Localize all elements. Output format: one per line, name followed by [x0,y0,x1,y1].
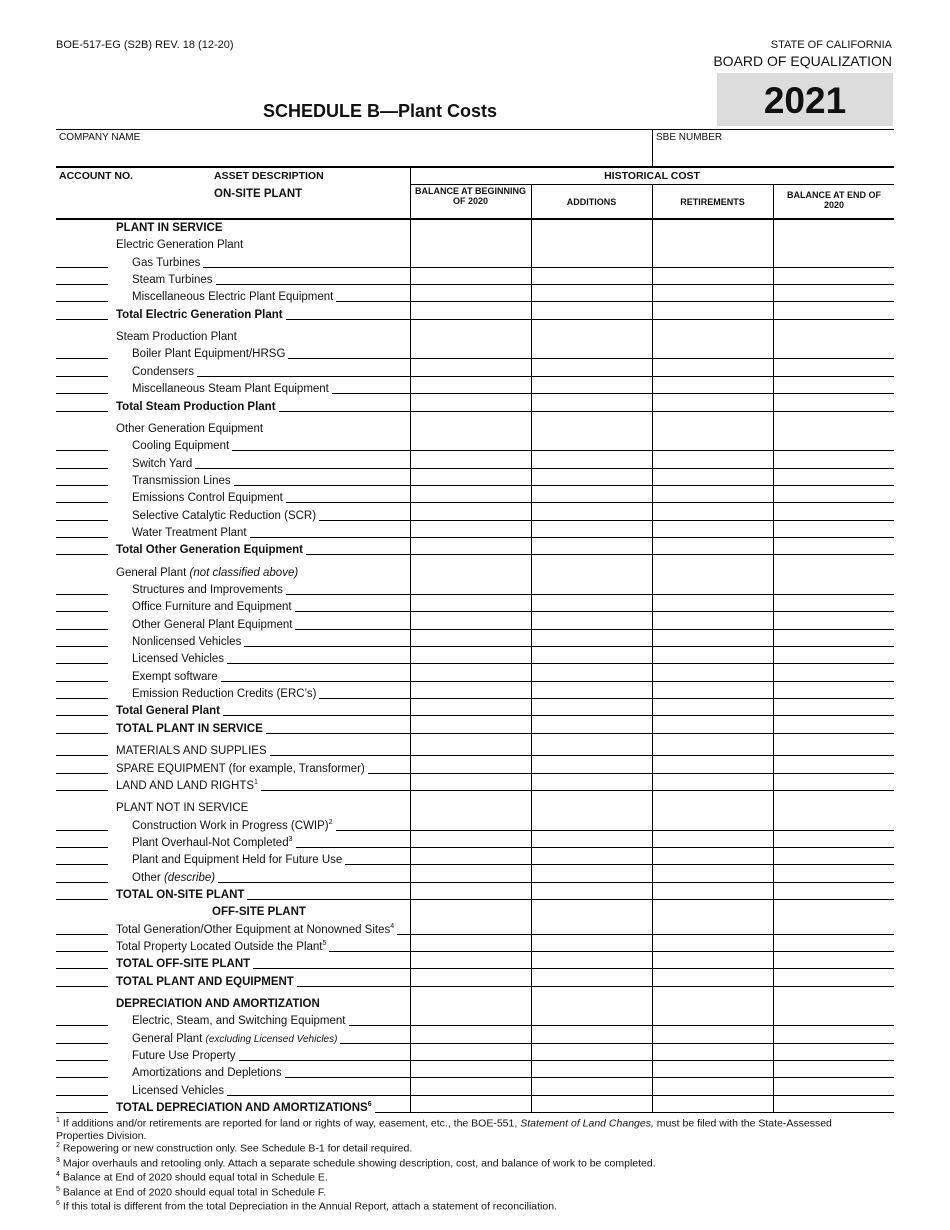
table-row [0,720,950,737]
row-label-text: Condensers [132,365,195,378]
account-no-field[interactable] [56,951,108,952]
amount-cells[interactable] [410,502,894,503]
account-no-field[interactable] [56,537,108,538]
amount-cells[interactable] [410,520,894,521]
table-row [0,524,950,541]
row-label-text: Structures and Improvements [132,584,283,596]
row-label-text: Other Generation Equipment [116,422,264,435]
amount-cells[interactable] [410,1095,894,1096]
row-label-text: Electric, Steam, and Switching Equipment [132,1015,346,1028]
footnote-text: If this total is different from the total Depreciation in the Annual Report, attach a statement of reconciliation. [62,1200,557,1213]
table-row [0,777,950,794]
row-label-text: Other [132,871,164,884]
row-label-text: Total Property Located Outside the Plant [116,941,323,953]
row-label [116,567,301,579]
year: 2021 [763,80,847,121]
row-label-italic: (describe) [163,871,216,884]
table-row [0,271,950,288]
historical-cost-header: HISTORICAL COST [604,170,700,182]
row-label [132,854,345,866]
row-label-italic: (not classified above) [189,566,299,579]
row-label [132,440,232,452]
account-no-field[interactable] [56,1112,108,1113]
row-label-text: Total Electric Generation Plant [116,308,283,321]
row-label-text: Amortizations and Depletions [132,1067,282,1080]
row-label [116,940,329,953]
amount-cells[interactable] [410,698,894,699]
amount-cells[interactable] [410,864,894,865]
account-no-field[interactable] [56,319,108,320]
amount-cells[interactable] [410,951,894,952]
account-no-field[interactable] [56,715,108,716]
row-label [116,705,223,717]
row-label [132,836,296,849]
table-row [0,437,950,454]
footnote-ref: 2 [328,818,333,826]
table-row [0,489,950,506]
row-label [116,889,247,901]
row-label-text: Switch Yard [132,457,193,470]
sbe-number-field[interactable] [656,142,892,166]
table-row [0,581,950,598]
account-no-field[interactable] [56,755,108,756]
table-row [0,650,950,667]
footnote [56,1198,876,1213]
table-row [0,254,950,271]
row-label [116,998,323,1010]
table-row [0,921,950,938]
table-row [0,973,950,990]
table-row [0,472,950,489]
row-label-text: TOTAL DEPRECIATION AND AMORTIZATIONS [116,1102,368,1115]
row-label [116,745,270,757]
row-label [132,274,216,286]
table-row [0,668,950,685]
account-no-field[interactable] [56,594,108,595]
row-label [116,723,266,735]
footnote-text: If additions and/or retirements are reported for land or rights of way, easement, etc., the BOE-551, [62,1117,521,1130]
amount-cells[interactable] [410,755,894,756]
account-no-field[interactable] [56,986,108,987]
company-name-field[interactable] [56,142,652,166]
table-row [0,236,950,253]
row-label [132,688,319,700]
row-label [116,923,397,936]
row-label-text: PLANT NOT IN SERVICE [116,802,249,815]
row-label-text: Office Furniture and Equipment [132,601,292,614]
amount-cells[interactable] [410,681,894,682]
amount-cells[interactable] [410,554,894,555]
account-no-field[interactable] [56,1095,108,1096]
row-label-text: Steam Production Plant [116,331,237,344]
asset-description-header: ASSET DESCRIPTION [214,170,324,182]
amount-cells[interactable] [410,1025,894,1026]
row-label-text: Transmission Lines [132,474,231,487]
footnote-ref: 5 [322,940,327,948]
row-label [116,309,286,321]
row-label [116,423,266,435]
footnote [56,1115,876,1142]
table-row [0,799,950,816]
account-no-field[interactable] [56,554,108,555]
amount-cells[interactable] [410,733,894,734]
row-label-text: Nonlicensed Vehicles [132,636,242,649]
account-no-field[interactable] [56,733,108,734]
account-no-field[interactable] [56,1043,108,1044]
account-no-field[interactable] [56,393,108,394]
table-row [0,685,950,702]
balance-end-header: BALANCE AT END OF 2020 [787,190,881,210]
account-no-field[interactable] [56,611,108,612]
amount-cells[interactable] [410,376,894,377]
row-label-text: Licensed Vehicles [132,1084,225,1097]
row-label [116,544,306,556]
account-no-field[interactable] [56,934,108,935]
footnote [56,1140,876,1155]
table-row [0,564,950,581]
row-label [132,653,227,665]
table-row [0,760,950,777]
row-label-text: Electric Generation Plant [116,239,244,252]
row-label [116,239,246,251]
account-no-field[interactable] [56,773,108,774]
table-row [0,834,950,851]
amount-cells[interactable] [410,284,894,285]
account-no-field[interactable] [56,376,108,377]
amount-cells[interactable] [410,847,894,848]
amount-cells[interactable] [410,301,894,302]
table-row [0,363,950,380]
table-row [0,869,950,886]
row-label [132,510,319,522]
amount-cells[interactable] [410,986,894,987]
account-no-field[interactable] [56,790,108,791]
row-label [116,958,253,970]
footnote-number: 2 [56,1142,60,1149]
row-label [132,492,286,504]
amount-cells[interactable] [410,267,894,268]
row-label-text: Plant and Equipment Held for Future Use [132,854,343,867]
row-label-text: Total General Plant [116,705,220,718]
table-row [0,507,950,524]
row-label-text: General Plant [132,1032,206,1045]
row-label [116,763,368,775]
row-label [132,1085,227,1097]
amount-cells[interactable] [410,468,894,469]
table-row [0,219,950,236]
table-row [0,903,950,920]
on-site-plant-header: ON-SITE PLANT [214,188,303,200]
amount-cells[interactable] [410,663,894,664]
amount-cells[interactable] [410,358,894,359]
row-label [132,291,336,303]
state-label: STATE OF CALIFORNIA [770,39,892,51]
account-no-field[interactable] [56,830,108,831]
footnote-text: Balance at End of 2020 should equal total in Schedule F. [62,1186,327,1198]
amount-cells[interactable] [410,790,894,791]
top-rule [56,129,894,130]
table-row [0,1030,950,1047]
footnote-ref: 4 [390,922,395,930]
row-label-text: OFF-SITE PLANT [212,906,306,919]
row-label-text: Future Use Property [132,1050,236,1063]
footnote-number: 6 [56,1200,60,1207]
footnote-ref: 3 [288,836,293,844]
footnote-ref: 1 [254,779,258,787]
footnote-text: Major overhauls and retooling only. Attach a separate schedule showing description, cost, and balance of work to be completed. [62,1157,656,1169]
amount-cells[interactable] [410,830,894,831]
sbe-divider [652,129,653,167]
account-no-field[interactable] [56,663,108,664]
table-row [0,702,950,719]
table-row [0,938,950,955]
row-label [132,601,295,613]
account-no-field[interactable] [56,629,108,630]
account-no-field[interactable] [56,1077,108,1078]
account-no-header: ACCOUNT NO. [59,170,134,182]
row-label-text: PLANT IN SERVICE [116,222,223,234]
row-label-text: Total Other Generation Equipment [116,544,303,557]
amount-cells[interactable] [410,882,894,883]
table-row [0,420,950,437]
row-label-text: Exempt software [132,670,218,683]
account-no-field[interactable] [56,502,108,503]
footnote [56,1184,876,1199]
row-label-text: Miscellaneous Electric Plant Equipment [132,291,334,304]
row-label [132,458,195,470]
row-label-text: DEPRECIATION AND AMORTIZATION [116,998,320,1011]
row-label-text: TOTAL OFF-SITE PLANT [116,958,251,971]
row-label [116,1101,375,1114]
amount-cells[interactable] [410,411,894,412]
table-row [0,616,950,633]
account-no-field[interactable] [56,698,108,699]
account-no-field[interactable] [56,681,108,682]
row-label [116,222,226,234]
table-row [0,398,950,415]
account-no-field[interactable] [56,468,108,469]
row-label-text: TOTAL PLANT AND EQUIPMENT [116,975,294,988]
amount-cells[interactable] [410,899,894,900]
row-label [132,348,288,360]
amount-cells[interactable] [410,450,894,451]
page-title: SCHEDULE B—Plant Costs [263,101,498,121]
amount-cells[interactable] [410,485,894,486]
form-number: BOE-517-EG (S2B) REV. 18 (12-20) [56,39,234,51]
table-row [0,380,950,397]
row-label-text: Water Treatment Plant [132,526,247,539]
table-row [0,955,950,972]
row-label [132,1050,239,1062]
row-label [116,331,240,343]
amount-cells[interactable] [410,773,894,774]
amount-cells[interactable] [410,934,894,935]
account-no-field[interactable] [56,301,108,302]
account-no-field[interactable] [56,1060,108,1061]
table-row [0,1082,950,1099]
row-label-text: Cooling Equipment [132,440,230,453]
row-label [132,383,332,395]
account-no-field[interactable] [56,411,108,412]
footnote-number: 5 [56,1185,60,1193]
amount-cells[interactable] [410,629,894,630]
account-no-field[interactable] [56,520,108,521]
row-label-text: Total Steam Production Plant [116,400,276,413]
table-row [0,633,950,650]
row-label [132,1033,340,1045]
table-row [0,288,950,305]
row-label-text: General Plant [116,566,190,579]
footnote-number: 4 [56,1171,60,1178]
footnote-italic: Statement of Land Changes, [520,1117,654,1130]
row-label [132,366,197,378]
row-label-text: Other General Plant Equipment [132,618,293,631]
table-row [0,1099,950,1116]
table-row [0,306,950,323]
row-label-text: Construction Work in Progress (CWIP) [132,819,329,832]
table-row [0,817,950,834]
amount-cells[interactable] [410,968,894,969]
account-no-field[interactable] [56,358,108,359]
row-label-text: Selective Catalytic Reduction (SCR) [132,509,317,522]
amount-cells[interactable] [410,594,894,595]
account-no-field[interactable] [56,485,108,486]
row-label-text: Total Generation/Other Equipment at Nonowned Sites [116,923,391,936]
footnote-number: 3 [56,1156,60,1164]
amount-cells[interactable] [410,537,894,538]
row-label-text: TOTAL ON-SITE PLANT [116,888,245,901]
row-label [116,779,261,792]
table-row [0,886,950,903]
table-bottom-rule [410,1112,894,1113]
footnote [56,1155,876,1170]
account-no-field[interactable] [56,847,108,848]
row-label-text: SPARE EQUIPMENT (for example, Transformer) [116,762,365,775]
row-label [132,1015,349,1027]
account-no-field[interactable] [56,284,108,285]
row-label [132,671,221,683]
row-label [212,906,309,918]
row-label [132,475,234,487]
sbe-number-label: SBE NUMBER [656,132,723,143]
account-no-field[interactable] [56,450,108,451]
row-label [116,401,279,413]
row-label [132,584,286,596]
amount-cells[interactable] [410,319,894,320]
table-row [0,598,950,615]
account-no-field[interactable] [56,864,108,865]
row-label [132,527,250,539]
row-label [132,636,244,648]
table-row [0,851,950,868]
row-label [132,819,336,832]
table-row [0,345,950,362]
retirements-header: RETIREMENTS [680,197,745,207]
footnote-number: 1 [56,1117,60,1124]
account-no-field[interactable] [56,968,108,969]
account-no-field[interactable] [56,882,108,883]
additions-header: ADDITIONS [566,197,617,207]
row-label-italic: (excluding Licensed Vehicles) [205,1033,338,1045]
account-no-field[interactable] [56,646,108,647]
row-label [132,1067,285,1079]
row-label-text: MATERIALS AND SUPPLIES [116,745,267,758]
row-label [132,619,295,631]
account-no-field[interactable] [56,1025,108,1026]
amount-cells[interactable] [410,611,894,612]
row-label [132,872,218,884]
row-label-text: Emissions Control Equipment [132,492,283,505]
amount-cells[interactable] [410,1077,894,1078]
company-name-label: COMPANY NAME [59,132,141,143]
amount-cells[interactable] [410,1060,894,1061]
table-row [0,1064,950,1081]
amount-cells[interactable] [410,1043,894,1044]
table-row [0,1012,950,1029]
table-row [0,1047,950,1064]
table-row [0,328,950,345]
account-no-field[interactable] [56,267,108,268]
row-label-text: Plant Overhaul-Not Completed [132,836,289,849]
footnote-ref: 6 [367,1101,372,1109]
balance-begin-header: BALANCE AT BEGINNING OF 2020 [415,186,526,206]
footnote [56,1169,876,1184]
row-label-text: Miscellaneous Steam Plant Equipment [132,383,329,396]
row-label-text: Licensed Vehicles [132,653,225,666]
table-row [0,541,950,558]
amount-cells[interactable] [410,646,894,647]
table-top-rule [56,166,894,168]
table-row [0,742,950,759]
row-label-text: Gas Turbines [132,256,201,269]
table-row [0,995,950,1012]
footnote-text-cont: must be filed with the State-Assessed Properties Division. [56,1117,832,1142]
board-label: BOARD OF EQUALIZATION [713,53,892,69]
footnote-text: Balance at End of 2020 should equal total in Schedule E. [62,1171,328,1184]
footnote-text: Repowering or new construction only. See Schedule B-1 for detail required. [62,1142,413,1155]
row-label [116,976,297,988]
amount-cells[interactable] [410,393,894,394]
row-label [132,257,203,269]
row-label [116,802,251,814]
table-row [0,455,950,472]
row-label-text: Boiler Plant Equipment/HRSG [132,348,286,361]
row-label-text: TOTAL PLANT IN SERVICE [116,722,263,735]
row-label-text: Emission Reduction Credits (ERC’s) [132,688,317,701]
row-label-text: LAND AND LAND RIGHTS [116,779,255,792]
row-label-text: Steam Turbines [132,274,213,287]
amount-cells[interactable] [410,715,894,716]
account-no-field[interactable] [56,899,108,900]
